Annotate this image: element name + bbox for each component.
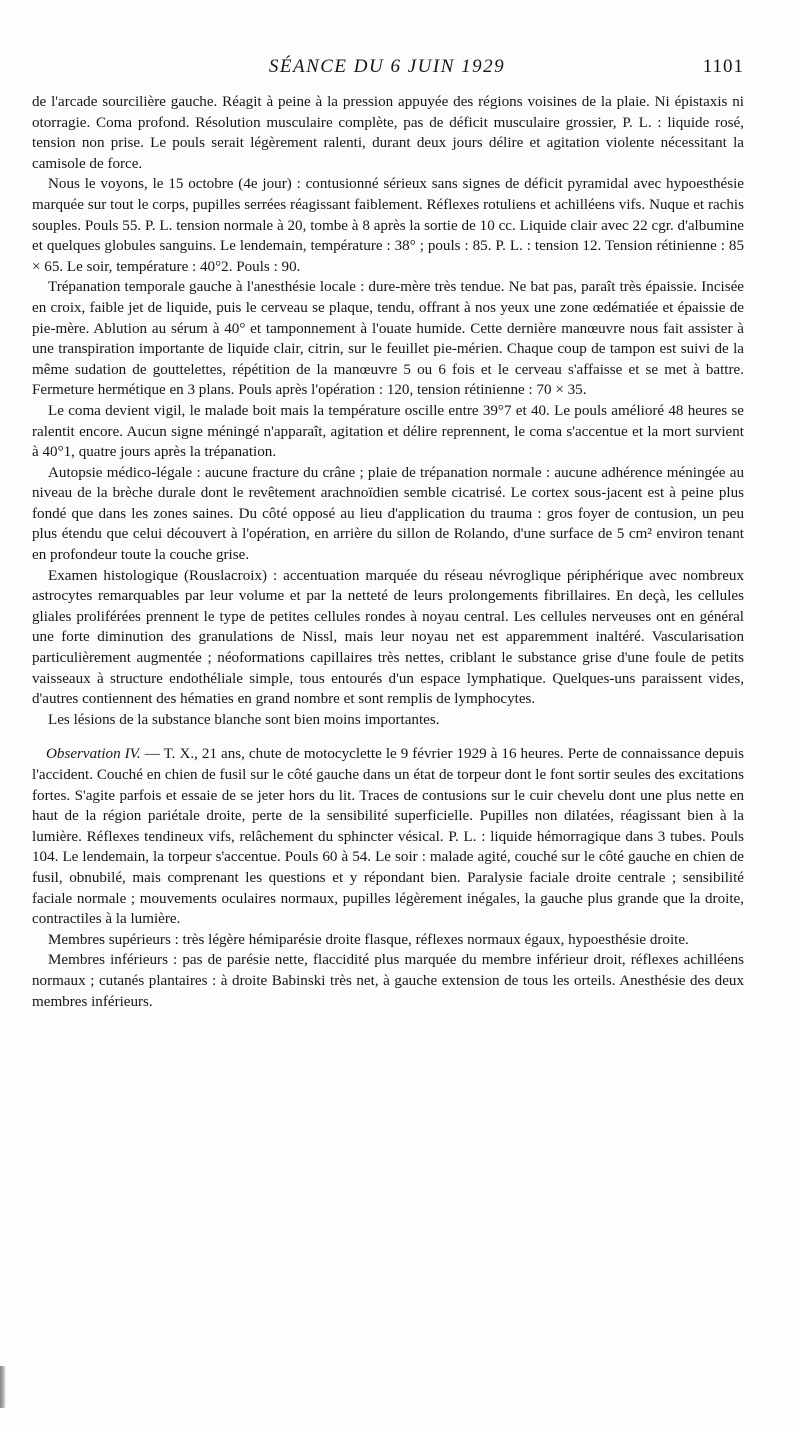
paragraph-5: Autopsie médico-légale : aucune fracture du crâne ; plaie de trépanation normale : aucune adhérence méningée au niveau de la brèche durale dont le revêtement arachnoïdien semble cicatrisé. Le cortex sous-jacent est à peine plus fondé que dans les zones saines. Du côté opposé au lieu d'application du trauma : gros foyer de contusion, un peu plus étendu que celui découvert à l'opération, en arrière du sillon de Rolando, d'une surface de 5 cm² environ tenant en profondeur toute la couche grise. [32,464,744,564]
scan-edge-mark [0,1366,6,1408]
observation-title: Observation IV. [46,746,141,763]
page-number: 1101 [702,56,744,77]
paragraph-2: Nous le voyons, le 15 octobre (4e jour) : contusionné sérieux sans signes de déficit pyramidal avec hypoesthésie marquée sur tout le corps, pupilles serrées réagissant faiblement. Réflexes rotuliens et achilléens vifs. Nuque et rachis souples. Pouls 55. P. L. tension normale à 20, tombe à 8 après la sortie de 10 cc. Liquide clair avec 22 cgr. d'albumine et quelques globules sanguins. Le lendemain, température : 38° ; pouls : 85. P. L. : tension 12. Tension rétinienne : 85 × 65. Le soir, température : 40°2. Pouls : 90. [32,176,744,275]
paragraph-1: de l'arcade sourcilière gauche. Réagit à peine à la pression appuyée des régions voisines de la plaie. Ni épistaxis ni otorragie. Coma profond. Résolution musculaire complète, pas de déficit musculaire grossier, P. L. : liquide rosé, tension non prise. Le pouls serait légèrement ralenti, durant deux jours délire et agitation violente nécessitant la camisole de force. [32,94,744,172]
paragraph-4: Le coma devient vigil, le malade boit mais la température oscille entre 39°7 et 40. Le pouls amélioré 48 heures se ralentit encore. Aucun signe méningé n'apparaît, agitation et délire reprennent, le coma s'accentue et la mort survient à 40°1, quatre jours après la trépanation. [32,402,744,461]
observation-dash: — [140,746,164,763]
running-title: SÉANCE DU 6 JUIN 1929 [268,56,506,77]
observation-text: T. X., 21 ans, chute de motocyclette le 9 février 1929 à 16 heures. Perte de connaissance depuis l'accident. Couché en chien de fusil sur le côté gauche dans un état de torpeur dont le font sortir seules des excitations fortes. S'agite parfois et essaie de se jeter hors du lit. Traces de contusions sur le cuir chevelu dont une plus nette en haut de la région pariétale droite, perte de la sensibilité superficielle. Pupilles non dilatées, réagissant bien à la lumière. Réflexes tendineux vifs, relâchement du sphincter vésical. P. L. : liquide hémorragique dans 3 tubes. Pouls 104. Le lendemain, la torpeur s'accentue. Pouls 60 à 54. Le soir : malade agité, couché sur le côté gauche en chien de fusil, obnubilé, mais comprenant les questions et y répondant bien. Paralysie faciale droite centrale ; sensibilité faciale normale ; mouvements oculaires normaux, pupilles légèrement inégales, la gauche plus grande que la droite, contractiles à la lumière. [32,746,745,928]
paragraph-lower-limbs: Membres inférieurs : pas de parésie nette, flaccidité plus marquée du membre inférieur droit, réflexes achilléens normaux ; cutanés plantaires : à droite Babinski très net, à gauche extension de tous les orteils. Anesthésie des deux membres inférieurs. [32,952,744,1010]
page-header [30,56,744,84]
paragraph-7: Les lésions de la substance blanche sont bien moins importantes. [48,711,440,728]
paragraph-6: Examen histologique (Rouslacroix) : accentuation marquée du réseau névroglique périphérique avec nombreux astrocytes remarquables par leur volume et par la netteté de leurs prolongements fibrillaires. En deçà, les cellules gliales proliférées prennent le type de petites cellules rondes à noyau central. Les cellules nerveuses ont en général une forte diminution des granulations de Nissl, mais leur noyau net est apparemment inaltéré. Vascularisation particulièrement augmentée ; néoformations capillaires très nettes, criblant le substance grise d'une foule de petits vaisseaux à structure endothéliale simple, tous entourés d'un espace lymphatique. Quelques-uns paraissent vides, d'autres contiennent des hématies en grand nombre et sont remplis de lymphocytes. [32,567,744,708]
paragraph-3: Trépanation temporale gauche à l'anesthésie locale : dure-mère très tendue. Ne bat pas, paraît très épaissie. Incisée en croix, faible jet de liquide, puis le cerveau se plaque, tendu, offrant à nos yeux une zone œdématiée et épaissie de pie-mère. Ablution au sérum à 40° et tamponnement à l'ouate humide. Cette dernière manœuvre nous fait assister à une transpiration importante de liquide clair, citrin, sur le feuillet pie-mérien. Chaque coup de tampon est suivi de la même sudation de gouttelettes, répétition de la manœuvre 5 ou 6 fois et le cerveau s'affaisse et se met à battre. Fermeture hermétique en 3 plans. Pouls après l'opération : 120, tension rétinienne : 70 × 35. [32,279,744,399]
paragraph-upper-limbs: Membres supérieurs : très légère hémiparésie droite flasque, réflexes normaux égaux, hypoesthésie droite. [48,931,689,948]
observation-paragraph [32,744,744,929]
body-text [32,92,744,1012]
